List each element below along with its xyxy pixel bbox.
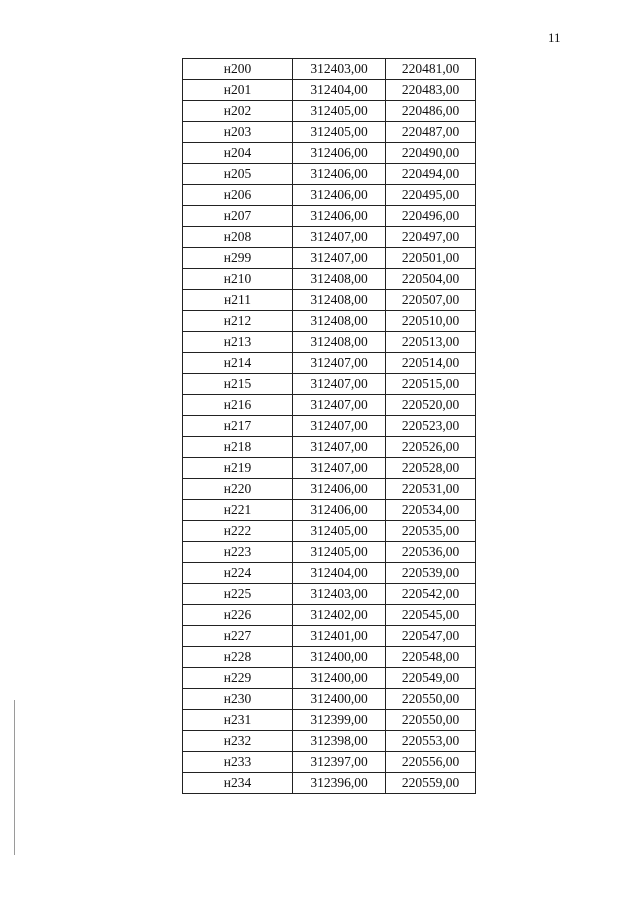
table-row <box>183 164 476 185</box>
table-row <box>183 374 476 395</box>
x-coordinate-cell: 312400,00 <box>293 668 386 689</box>
y-coordinate-cell: 220494,00 <box>386 164 476 185</box>
point-id-cell: н223 <box>183 542 293 563</box>
table-row <box>183 521 476 542</box>
x-coordinate-cell: 312405,00 <box>293 521 386 542</box>
point-id-cell: н225 <box>183 584 293 605</box>
table-row <box>183 290 476 311</box>
table-row <box>183 395 476 416</box>
x-coordinate-cell: 312408,00 <box>293 332 386 353</box>
point-id-cell: н201 <box>183 80 293 101</box>
table-row <box>183 332 476 353</box>
table-row <box>183 626 476 647</box>
y-coordinate-cell: 220497,00 <box>386 227 476 248</box>
x-coordinate-cell: 312406,00 <box>293 143 386 164</box>
x-coordinate-cell: 312407,00 <box>293 395 386 416</box>
y-coordinate-cell: 220556,00 <box>386 752 476 773</box>
table-row <box>183 689 476 710</box>
x-coordinate-cell: 312400,00 <box>293 647 386 668</box>
point-id-cell: н210 <box>183 269 293 290</box>
x-coordinate-cell: 312408,00 <box>293 290 386 311</box>
y-coordinate-cell: 220490,00 <box>386 143 476 164</box>
point-id-cell: н217 <box>183 416 293 437</box>
x-coordinate-cell: 312405,00 <box>293 122 386 143</box>
table-row <box>183 563 476 584</box>
y-coordinate-cell: 220528,00 <box>386 458 476 479</box>
point-id-cell: н208 <box>183 227 293 248</box>
y-coordinate-cell: 220545,00 <box>386 605 476 626</box>
y-coordinate-cell: 220510,00 <box>386 311 476 332</box>
point-id-cell: н221 <box>183 500 293 521</box>
x-coordinate-cell: 312406,00 <box>293 500 386 521</box>
point-id-cell: н219 <box>183 458 293 479</box>
y-coordinate-cell: 220534,00 <box>386 500 476 521</box>
y-coordinate-cell: 220481,00 <box>386 59 476 80</box>
table-row <box>183 311 476 332</box>
point-id-cell: н214 <box>183 353 293 374</box>
point-id-cell: н224 <box>183 563 293 584</box>
y-coordinate-cell: 220553,00 <box>386 731 476 752</box>
coordinates-table-body <box>183 59 476 794</box>
point-id-cell: н228 <box>183 647 293 668</box>
point-id-cell: н299 <box>183 248 293 269</box>
point-id-cell: н220 <box>183 479 293 500</box>
x-coordinate-cell: 312402,00 <box>293 605 386 626</box>
y-coordinate-cell: 220507,00 <box>386 290 476 311</box>
x-coordinate-cell: 312403,00 <box>293 59 386 80</box>
x-coordinate-cell: 312399,00 <box>293 710 386 731</box>
y-coordinate-cell: 220539,00 <box>386 563 476 584</box>
table-row <box>183 542 476 563</box>
x-coordinate-cell: 312407,00 <box>293 227 386 248</box>
y-coordinate-cell: 220504,00 <box>386 269 476 290</box>
point-id-cell: н205 <box>183 164 293 185</box>
y-coordinate-cell: 220515,00 <box>386 374 476 395</box>
scan-margin-line <box>14 700 15 855</box>
x-coordinate-cell: 312407,00 <box>293 416 386 437</box>
x-coordinate-cell: 312407,00 <box>293 458 386 479</box>
x-coordinate-cell: 312407,00 <box>293 437 386 458</box>
point-id-cell: н229 <box>183 668 293 689</box>
x-coordinate-cell: 312400,00 <box>293 689 386 710</box>
table-row <box>183 731 476 752</box>
table-row <box>183 584 476 605</box>
point-id-cell: н233 <box>183 752 293 773</box>
table-row <box>183 80 476 101</box>
point-id-cell: н227 <box>183 626 293 647</box>
point-id-cell: н232 <box>183 731 293 752</box>
x-coordinate-cell: 312405,00 <box>293 542 386 563</box>
point-id-cell: н226 <box>183 605 293 626</box>
point-id-cell: н211 <box>183 290 293 311</box>
x-coordinate-cell: 312408,00 <box>293 269 386 290</box>
table-row <box>183 269 476 290</box>
page-number: 11 <box>548 30 561 45</box>
table-row <box>183 500 476 521</box>
x-coordinate-cell: 312406,00 <box>293 479 386 500</box>
table-row <box>183 773 476 794</box>
point-id-cell: н204 <box>183 143 293 164</box>
table-row <box>183 710 476 731</box>
x-coordinate-cell: 312397,00 <box>293 752 386 773</box>
y-coordinate-cell: 220548,00 <box>386 647 476 668</box>
y-coordinate-cell: 220559,00 <box>386 773 476 794</box>
y-coordinate-cell: 220520,00 <box>386 395 476 416</box>
x-coordinate-cell: 312398,00 <box>293 731 386 752</box>
table-row <box>183 101 476 122</box>
point-id-cell: н234 <box>183 773 293 794</box>
table-row <box>183 416 476 437</box>
x-coordinate-cell: 312404,00 <box>293 80 386 101</box>
y-coordinate-cell: 220486,00 <box>386 101 476 122</box>
y-coordinate-cell: 220495,00 <box>386 185 476 206</box>
table-row <box>183 752 476 773</box>
y-coordinate-cell: 220535,00 <box>386 521 476 542</box>
y-coordinate-cell: 220550,00 <box>386 710 476 731</box>
table-row <box>183 668 476 689</box>
y-coordinate-cell: 220550,00 <box>386 689 476 710</box>
table-row <box>183 122 476 143</box>
y-coordinate-cell: 220547,00 <box>386 626 476 647</box>
table-row <box>183 227 476 248</box>
x-coordinate-cell: 312408,00 <box>293 311 386 332</box>
x-coordinate-cell: 312406,00 <box>293 206 386 227</box>
table-row <box>183 143 476 164</box>
table-row <box>183 605 476 626</box>
y-coordinate-cell: 220483,00 <box>386 80 476 101</box>
y-coordinate-cell: 220549,00 <box>386 668 476 689</box>
point-id-cell: н215 <box>183 374 293 395</box>
x-coordinate-cell: 312401,00 <box>293 626 386 647</box>
y-coordinate-cell: 220523,00 <box>386 416 476 437</box>
point-id-cell: н213 <box>183 332 293 353</box>
point-id-cell: н218 <box>183 437 293 458</box>
y-coordinate-cell: 220526,00 <box>386 437 476 458</box>
x-coordinate-cell: 312406,00 <box>293 185 386 206</box>
table-row <box>183 59 476 80</box>
point-id-cell: н207 <box>183 206 293 227</box>
x-coordinate-cell: 312405,00 <box>293 101 386 122</box>
y-coordinate-cell: 220536,00 <box>386 542 476 563</box>
point-id-cell: н202 <box>183 101 293 122</box>
point-id-cell: н230 <box>183 689 293 710</box>
y-coordinate-cell: 220542,00 <box>386 584 476 605</box>
table-row <box>183 479 476 500</box>
point-id-cell: н231 <box>183 710 293 731</box>
x-coordinate-cell: 312403,00 <box>293 584 386 605</box>
x-coordinate-cell: 312407,00 <box>293 248 386 269</box>
x-coordinate-cell: 312406,00 <box>293 164 386 185</box>
y-coordinate-cell: 220496,00 <box>386 206 476 227</box>
y-coordinate-cell: 220514,00 <box>386 353 476 374</box>
point-id-cell: н212 <box>183 311 293 332</box>
y-coordinate-cell: 220501,00 <box>386 248 476 269</box>
point-id-cell: н222 <box>183 521 293 542</box>
table-row <box>183 458 476 479</box>
table-row <box>183 248 476 269</box>
coordinates-table <box>182 58 476 794</box>
table-row <box>183 353 476 374</box>
table-row <box>183 206 476 227</box>
point-id-cell: н203 <box>183 122 293 143</box>
x-coordinate-cell: 312404,00 <box>293 563 386 584</box>
y-coordinate-cell: 220487,00 <box>386 122 476 143</box>
table-row <box>183 185 476 206</box>
y-coordinate-cell: 220531,00 <box>386 479 476 500</box>
x-coordinate-cell: 312407,00 <box>293 353 386 374</box>
point-id-cell: н216 <box>183 395 293 416</box>
table-row <box>183 437 476 458</box>
x-coordinate-cell: 312396,00 <box>293 773 386 794</box>
table-row <box>183 647 476 668</box>
point-id-cell: н206 <box>183 185 293 206</box>
x-coordinate-cell: 312407,00 <box>293 374 386 395</box>
y-coordinate-cell: 220513,00 <box>386 332 476 353</box>
point-id-cell: н200 <box>183 59 293 80</box>
